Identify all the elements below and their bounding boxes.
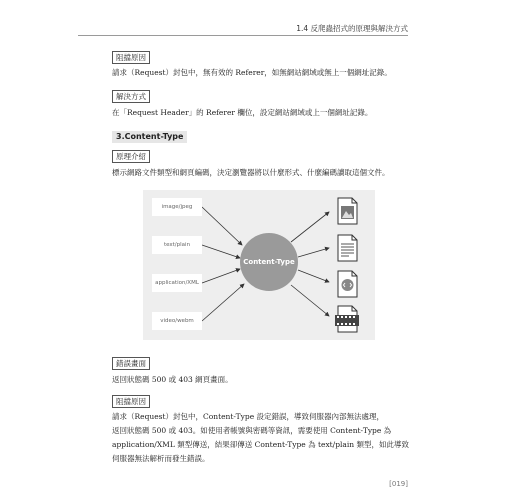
paragraph-reason-line-2: 返回狀態碼 500 或 403。如使用者帳號與密碼等資訊，需要使用 Content-Type 為 (112, 426, 392, 435)
type-image-jpeg: image/jpeg (152, 198, 202, 216)
paragraph-solution: 在「Request Header」的 Referer 欄位，設定網站網域或上一個網址記錄。 (112, 108, 373, 117)
header-rule (78, 35, 408, 36)
section-heading: 3.Content-Type (112, 131, 187, 143)
paragraph-reason-line-4: 伺服器無法解析而發生錯誤。 (112, 454, 210, 463)
paragraph-reason: 請求（Request）封包中，無有效的 Referer，如無網站網域或無上一個網址記錄。 (112, 68, 392, 77)
page-number: [019] (389, 480, 408, 488)
type-video-webm: video/webm (152, 312, 202, 330)
tag-error-screen: 錯誤畫面 (112, 357, 150, 370)
tag-solution: 解決方式 (112, 90, 150, 103)
content-type-circle: Content-Type (240, 233, 298, 291)
text-document-icon (332, 233, 362, 263)
type-application-xml: application/XML (152, 274, 202, 292)
image-document-icon (332, 196, 362, 226)
tag-block-reason-2: 阻擋原因 (112, 395, 150, 408)
xml-document-icon (332, 269, 362, 299)
content-type-diagram (143, 190, 375, 340)
paragraph-principle: 標示網路文件類型和網頁編碼，決定瀏覽器將以什麼形式、什麼編碼讀取這個文件。 (112, 168, 390, 177)
paragraph-reason-line-1: 請求（Request）封包中，Content-Type 設定錯誤，導致伺服器內部無法處理， (112, 412, 385, 421)
tag-principle: 原理介紹 (112, 150, 150, 163)
type-text-plain: text/plain (152, 236, 202, 254)
paragraph-reason-line-3: application/XML 類型傳送，結果卻傳送 Content-Type 為 text/plain 類型，如此導致 (112, 440, 409, 449)
tag-block-reason: 阻擋原因 (112, 51, 150, 64)
video-film-icon (332, 304, 362, 334)
running-header: 1.4 反爬蟲招式的原理與解決方式 (296, 24, 408, 33)
paragraph-error-screen: 返回狀態碼 500 或 403 網頁畫面。 (112, 375, 233, 384)
